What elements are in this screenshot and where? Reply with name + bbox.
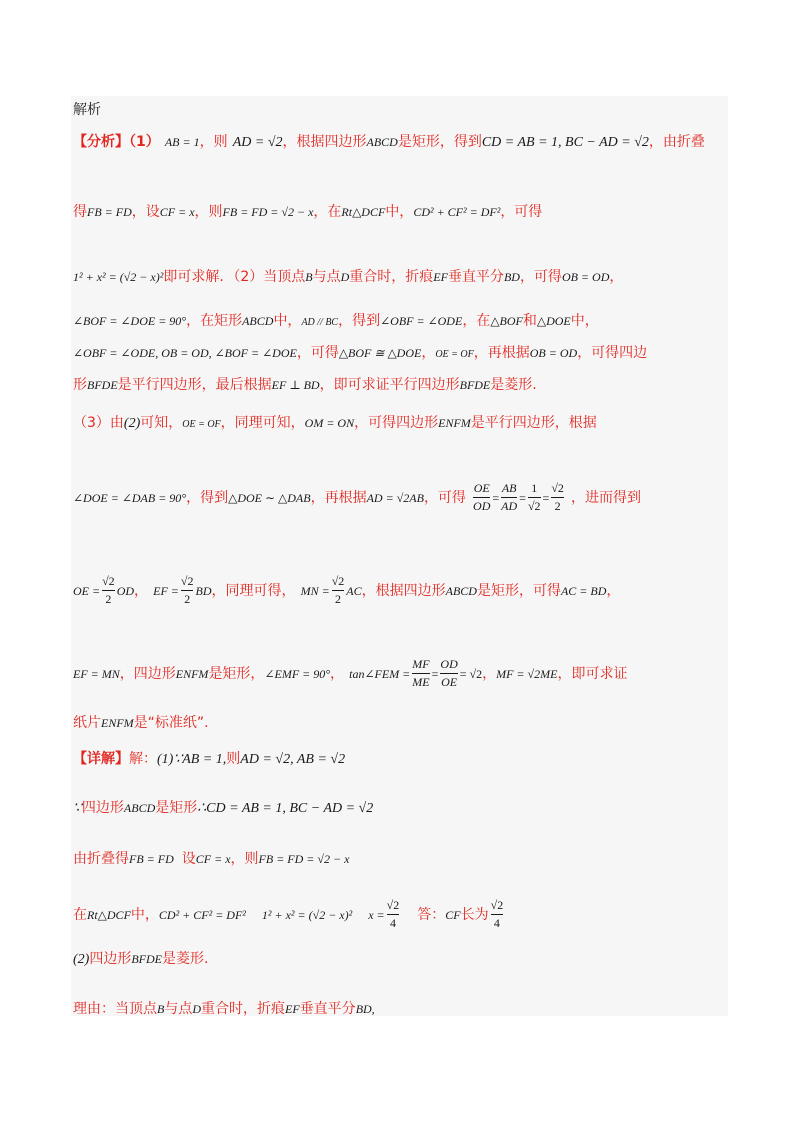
fraction bbox=[102, 573, 115, 608]
equals-sign: = bbox=[542, 491, 550, 505]
content-panel bbox=[71, 96, 728, 1016]
text: ，得到 bbox=[186, 490, 229, 506]
text: ，再根据 bbox=[310, 490, 367, 506]
text: ，四边形 bbox=[119, 666, 176, 682]
text: 解： bbox=[129, 751, 157, 767]
fraction bbox=[181, 573, 194, 608]
numerator: √2 bbox=[180, 574, 194, 588]
text: ，根据四边形 bbox=[361, 583, 446, 599]
math: D bbox=[192, 1002, 202, 1016]
math: CD² + CF² = DF² bbox=[413, 205, 501, 219]
text: ，则 bbox=[230, 851, 259, 867]
math: FB = FD = √2 − x bbox=[258, 852, 350, 866]
math: (2) bbox=[123, 416, 141, 431]
math: (1)∵AB = 1, bbox=[157, 752, 227, 767]
equals-sign: = bbox=[492, 491, 500, 505]
math: FB = FD bbox=[87, 205, 132, 219]
math: AD // BC bbox=[301, 317, 339, 328]
text: ，在矩形 bbox=[186, 313, 243, 329]
denominator: 2 bbox=[102, 590, 115, 608]
detail-line-5 bbox=[73, 948, 208, 968]
equals-sign: = bbox=[431, 667, 439, 681]
text: 重合时，折痕 bbox=[201, 1001, 286, 1017]
fraction bbox=[528, 480, 541, 515]
text: ，同理可知， bbox=[220, 415, 305, 431]
denominator: 2 bbox=[551, 497, 564, 515]
denominator: 4 bbox=[491, 914, 504, 932]
math: BD bbox=[195, 584, 212, 598]
math: x = bbox=[368, 908, 385, 922]
text: 四边形 bbox=[89, 951, 132, 967]
text: 答： bbox=[417, 907, 446, 923]
fraction bbox=[551, 480, 564, 515]
numerator: OE bbox=[473, 481, 490, 495]
math: ENFM bbox=[175, 667, 209, 681]
text: 垂直平分 bbox=[299, 1001, 356, 1017]
text: ，进而得到 bbox=[571, 490, 641, 506]
math: MN = bbox=[300, 584, 330, 598]
text: ，设 bbox=[131, 204, 160, 220]
math: EF = MN bbox=[73, 667, 120, 681]
text: 是矩形 bbox=[155, 800, 198, 816]
analysis-line-7 bbox=[73, 412, 597, 432]
text: 长为 bbox=[460, 907, 489, 923]
math: AC = BD bbox=[560, 584, 607, 598]
analysis-line-4 bbox=[73, 310, 599, 330]
numerator: √2 bbox=[331, 574, 345, 588]
text: ，可得 bbox=[423, 490, 466, 506]
math: CD = AB = 1, BC − AD = √2 bbox=[481, 135, 649, 150]
fraction bbox=[491, 897, 504, 932]
text: 是“标准纸”. bbox=[133, 715, 209, 731]
analysis-line-2 bbox=[73, 201, 542, 221]
text: 理由：当顶点 bbox=[73, 1001, 157, 1017]
math: = √2 bbox=[459, 667, 483, 681]
denominator: √2 bbox=[527, 499, 541, 513]
numerator: √2 bbox=[551, 481, 564, 495]
math: BFDE bbox=[459, 378, 491, 392]
text: ，可得 bbox=[296, 345, 339, 361]
text: ，则 bbox=[199, 134, 228, 150]
math: BD, bbox=[355, 1002, 375, 1016]
text: 是平行四边形，根据 bbox=[470, 415, 597, 431]
detail-line-3 bbox=[73, 848, 349, 868]
text: 是菱形. bbox=[490, 377, 537, 393]
text: 得 bbox=[73, 204, 87, 220]
math: EF = bbox=[153, 584, 179, 598]
math: FB = FD = √2 − x bbox=[222, 205, 314, 219]
math: ABCD bbox=[366, 135, 398, 149]
fraction bbox=[440, 656, 457, 691]
analysis-line-8 bbox=[73, 480, 641, 515]
text: ，即可求证 bbox=[557, 666, 628, 682]
text: （1） bbox=[129, 134, 160, 150]
math: CF bbox=[445, 908, 461, 922]
math: CF = x bbox=[195, 852, 231, 866]
math: ∴CD = AB = 1, BC − AD = √2 bbox=[197, 801, 374, 816]
math: AD = √2, AB = √2 bbox=[240, 752, 346, 767]
math: OM = ON bbox=[304, 416, 355, 430]
fraction bbox=[501, 480, 517, 515]
math: △DOE bbox=[536, 314, 571, 328]
text: ， bbox=[330, 666, 345, 682]
denominator: OD bbox=[473, 499, 491, 513]
text: ，可得 bbox=[519, 269, 562, 285]
text: 是矩形， bbox=[208, 666, 265, 682]
math: ∠DOE = ∠DAB = 90° bbox=[73, 491, 187, 505]
denominator: 4 bbox=[387, 914, 400, 932]
math: AC bbox=[346, 584, 362, 598]
math: ABCD bbox=[242, 314, 274, 328]
text: ， bbox=[421, 345, 436, 361]
text: 与点 bbox=[312, 269, 341, 285]
numerator: OD bbox=[440, 657, 458, 671]
text: 与点 bbox=[164, 1001, 193, 1017]
math: B bbox=[157, 1002, 165, 1016]
text: 则 bbox=[226, 751, 241, 767]
text: 和 bbox=[522, 313, 537, 329]
math: AD = √2 bbox=[232, 135, 283, 150]
text: ，即可求证平行四边形 bbox=[319, 377, 460, 393]
text: ，根据四边形 bbox=[282, 134, 367, 150]
math: OB = OD bbox=[561, 270, 610, 284]
math: CD² + CF² = DF² bbox=[158, 908, 246, 922]
text: ，可得四边 bbox=[577, 345, 648, 361]
text: ，得到 bbox=[338, 313, 381, 329]
denominator: 2 bbox=[181, 590, 194, 608]
analysis-line-6 bbox=[73, 374, 537, 394]
text: 可知， bbox=[140, 415, 183, 431]
math: EF bbox=[433, 270, 448, 284]
text: 是菱形. bbox=[161, 951, 209, 967]
math: 1² + x² = (√2 − x)² bbox=[261, 908, 353, 922]
math: Rt△DCF bbox=[87, 908, 131, 922]
equals-sign: = bbox=[519, 491, 526, 505]
math: EF bbox=[285, 1002, 300, 1016]
fraction bbox=[473, 480, 490, 515]
text: 是平行四边形，最后根据 bbox=[117, 377, 272, 393]
text: ，可得 bbox=[500, 204, 543, 220]
text: ， bbox=[606, 583, 621, 599]
analysis-line-3 bbox=[73, 266, 623, 286]
fraction bbox=[332, 573, 345, 608]
denominator: ME bbox=[412, 675, 430, 689]
fraction bbox=[387, 897, 400, 932]
numerator: AB bbox=[501, 481, 517, 495]
numerator: MF bbox=[412, 657, 430, 671]
text: 形 bbox=[73, 377, 87, 393]
math: D bbox=[340, 270, 350, 284]
math: ∠EMF = 90° bbox=[264, 667, 331, 681]
text: 纸片 bbox=[73, 715, 101, 731]
analysis-line-5 bbox=[73, 342, 647, 362]
detail-line-1 bbox=[73, 748, 345, 768]
detail-line-4 bbox=[73, 897, 505, 932]
analysis-line-10 bbox=[73, 656, 627, 691]
text: 中， bbox=[385, 204, 414, 220]
math: △DOE ∼ △DAB bbox=[228, 491, 311, 505]
math: ENFM bbox=[101, 716, 134, 730]
text: 中， bbox=[570, 313, 599, 329]
math: ∠OBF = ∠ODE, OB = OD, ∠BOF = ∠DOE bbox=[73, 346, 297, 360]
math: FB = FD bbox=[129, 852, 174, 866]
numerator: 1 bbox=[531, 481, 538, 495]
text: ，同理可得， bbox=[211, 583, 296, 599]
math: △BOF ≅ △DOE bbox=[338, 346, 422, 360]
math: EF ⊥ BD bbox=[271, 378, 320, 392]
text: 在 bbox=[73, 907, 87, 923]
detail-label: 【详解】 bbox=[73, 751, 129, 767]
denominator: AD bbox=[501, 499, 518, 513]
math: ENFM bbox=[438, 416, 471, 430]
math: ∵ bbox=[73, 801, 82, 816]
text: 中， bbox=[130, 907, 159, 923]
text: （3）由 bbox=[73, 415, 124, 431]
math: 1² + x² = (√2 − x)² bbox=[73, 270, 164, 284]
math: ∠OBF = ∠ODE bbox=[380, 314, 463, 328]
text: 垂直平分 bbox=[447, 269, 504, 285]
text: 即可求解．（2）当顶点 bbox=[163, 269, 306, 285]
math: tan∠FEM = bbox=[349, 667, 411, 681]
text: ，则 bbox=[194, 204, 223, 220]
fraction bbox=[412, 656, 429, 691]
math: CF = x bbox=[159, 205, 195, 219]
math: OE = OF bbox=[182, 419, 221, 430]
text: 中， bbox=[273, 313, 302, 329]
numerator: √2 bbox=[386, 898, 400, 912]
text: ，再根据 bbox=[473, 345, 530, 361]
text: ，在 bbox=[313, 204, 342, 220]
math: BFDE bbox=[131, 952, 162, 966]
detail-line-2 bbox=[73, 797, 373, 817]
math: AB = 1 bbox=[164, 135, 200, 149]
text: 是矩形，可得 bbox=[476, 583, 561, 599]
math: ABCD bbox=[445, 584, 477, 598]
denominator: 2 bbox=[332, 590, 345, 608]
math: B bbox=[305, 270, 313, 284]
numerator: √2 bbox=[490, 898, 504, 912]
math: OE = OF bbox=[435, 349, 474, 360]
math: BFDE bbox=[87, 378, 118, 392]
analysis-line-9 bbox=[73, 573, 620, 608]
math: ABCD bbox=[123, 801, 156, 815]
analysis-label: 【分析】 bbox=[73, 134, 129, 150]
denominator: OE bbox=[441, 675, 458, 689]
math: ∠BOF = ∠DOE = 90° bbox=[73, 314, 187, 328]
math: BD bbox=[503, 270, 520, 284]
text: 由折叠得 bbox=[73, 851, 129, 867]
numerator: √2 bbox=[102, 574, 115, 588]
text: ，由折叠 bbox=[648, 134, 705, 150]
math: △BOF bbox=[490, 314, 523, 328]
math: AD = √2AB bbox=[366, 491, 424, 505]
analysis-line-1 bbox=[73, 131, 705, 151]
math: (2) bbox=[73, 952, 90, 967]
math: Rt△DCF bbox=[341, 205, 386, 219]
text: 重合时，折痕 bbox=[349, 269, 434, 285]
section-heading: 解析 bbox=[73, 102, 101, 118]
text: ，在 bbox=[462, 313, 491, 329]
detail-line-6 bbox=[73, 998, 375, 1018]
text: ， bbox=[609, 269, 624, 285]
math: OB = OD bbox=[529, 346, 578, 360]
text: 四边形 bbox=[81, 800, 124, 816]
text: ， bbox=[482, 666, 497, 682]
text: ，可得四边形 bbox=[354, 415, 439, 431]
math: OD bbox=[116, 584, 135, 598]
analysis-line-11 bbox=[73, 712, 209, 732]
text: 是矩形，得到 bbox=[397, 134, 482, 150]
math: OE = bbox=[73, 584, 101, 598]
text: ， bbox=[134, 583, 149, 599]
math: MF = √2ME bbox=[496, 667, 558, 681]
text: 设 bbox=[181, 851, 196, 867]
